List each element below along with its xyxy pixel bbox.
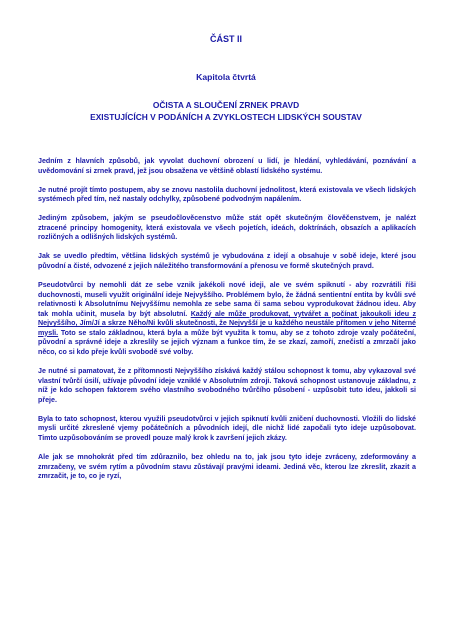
paragraph-8: Ale jak se mnohokrát před tím zdůraznilo, bez ohledu na to, jak jsou tyto ideje zvráceny, zdeformovány a zmrzačeny, ve svém rytím a původním stavu zůstávají pravými ideami. Jediná věc, kterou lze zkreslit, zkazit a zmrzačit, je to, co je ryzí, [38,452,416,481]
chapter-heading: Kapitola čtvrtá [196,72,256,82]
paragraph-2: Je nutné projít tímto postupem, aby se znovu nastolila duchovní jednolitost, která existovala ve všech lidských systémech před tím, než nastaly odchylky, způsobené podvodným napálením. [38,185,416,204]
paragraph-5-lead: Pseudotvůrci by nemohli dát ze sebe vznik jakékoli nové ideji, ale ve svém spiknutí - aby rozvrátili říši duchovnosti, museli využít originální ideje Nejvyššího. Problémem bylo, že žádná sentientní entita by kvůli své relativnosti k Absolutnímu Nejvyššímu nemohla ze sebe sama či sama sebou vyprodukovat žádnou ideu. Aby tak mohla učinit, musela by být absolutní. [38,280,416,318]
chapter-title-line-2: EXISTUJÍCÍCH V PODÁNÍCH A ZVYKLOSTECH LIDSKÝCH SOUSTAV [90,112,362,122]
paragraph-7: Byla to tato schopnost, kterou využili pseudotvůrci v jejich spiknutí kvůli zničení duchovnosti. Vložili do lidské mysli určité zkreslené vjemy počátečních a původních idejí, dle nichž lidé započali tyto ideje uzpůsobovat. Timto uzpůsobováním se provedl pouze malý krok k završení jejich zkázy. [38,414,416,442]
paragraph-5-underlined: Každý ale může produkovat, vytvářet a počínat jakoukoli ideu z Nejvyššího, Jím/Jí a skrze Něho/Ni kvůli skutečnosti, že Nejvyšší je u každého neustále přítomen v jeho Niterné mysli. [38,309,416,337]
paragraph-3: Jediným způsobem, jakým se pseudočlověcenstvo může stát opět skutečným člověčenstvem, je nalézt ztracené principy homogenity, která existovala ve všech pojetích, ideách, doktrínách, obsazích a aplikacích rozličných a odlišných lidských systémů. [38,214,416,242]
paragraph-6: Je nutné si pamatovat, že z přítomnosti Nejvyššího získává každý stálou schopnost k tomu, aby vykazoval své vlastní tvůrčí úsilí, užívaje původní ideje vzniklé v Absolutním zdroji. Taková schopnost ustanovuje základnu, z níž je kdo schopen faktorem svého vlastního svobodného tvůrčího působení - uzpůsobit tuto ideu, jakkoli si přeje. [38,367,416,404]
part-heading: ČÁST II [209,34,242,44]
body-text [38,157,416,482]
paragraph-1: Jedním z hlavních způsobů, jak vyvolat duchovní obrození u lidí, je hledání, vyhledávání, poznávání a uvědomování si zrnek pravd, jež jsou obsažena ve většině oblastí lidského systému. [38,157,416,175]
paragraph-4: Jak se uvedlo předtím, většina lidských systémů je vybudována z idejí a obsahuje v sobě ideje, které jsou původní a čisté, odvozené z jejich náležitého transformování a přenosu ve formě skutečných pravd. [38,252,416,270]
paragraph-5-tail: Toto se stalo základnou, která byla a může být využita k tomu, aby se z tohoto zdroje vzaly počáteční, původní a správné ideje a zkreslily se jejich význam a funkce tím, že se zkazí, zamoří, znečistí a zmrzačí jako něco, co si kdo přeje kvůli svobodě své volby. [38,328,416,357]
chapter-title-line-1: OČISTA A SLOUČENÍ ZRNEK PRAVD [152,100,300,110]
paragraph-5 [38,281,416,358]
chapter-title [0,99,452,123]
